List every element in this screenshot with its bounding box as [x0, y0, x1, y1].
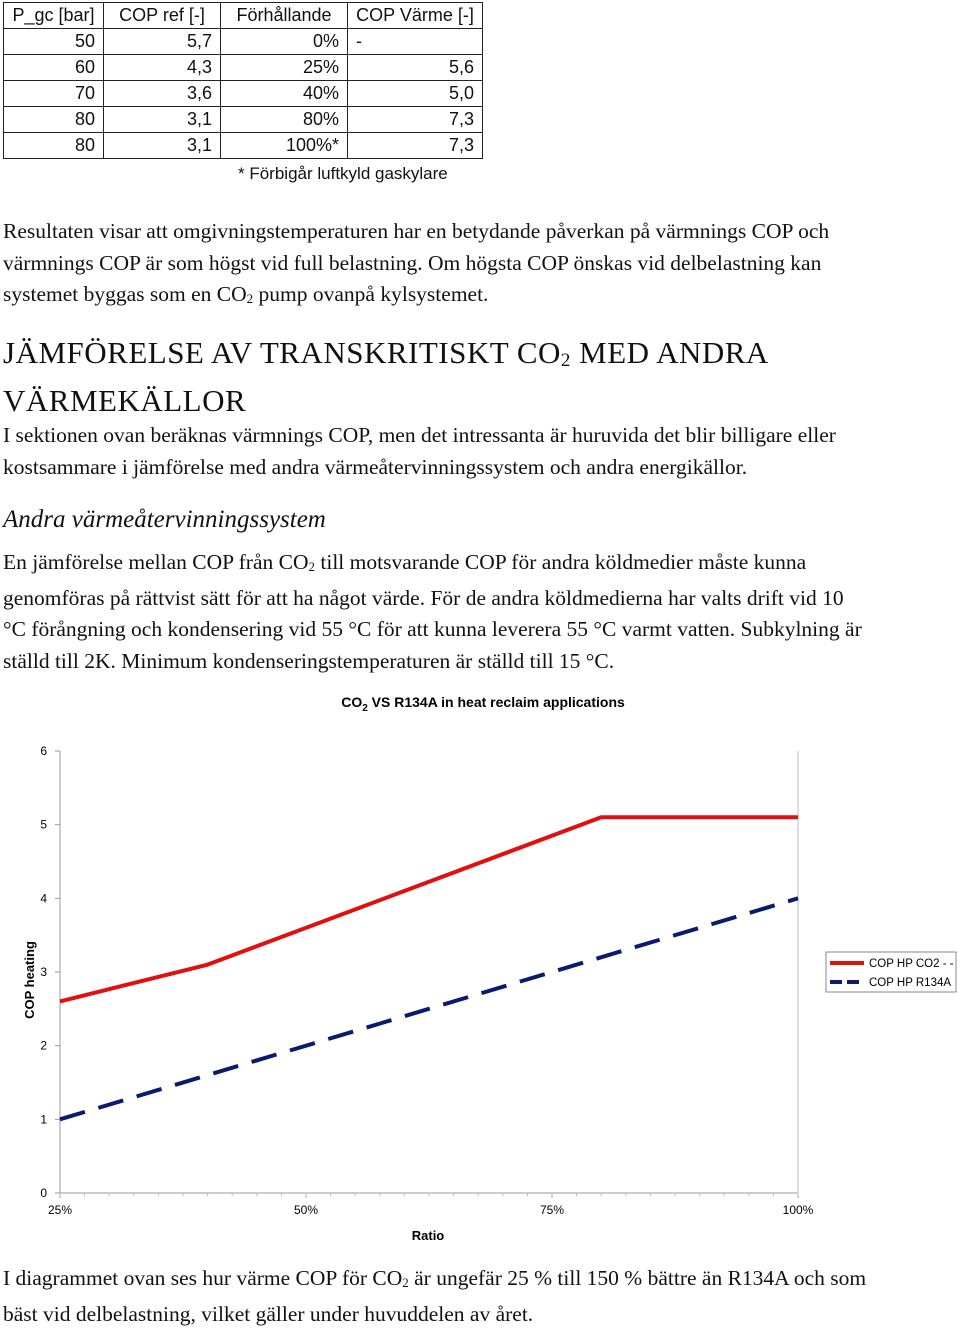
table-cell: 7,3: [348, 107, 483, 133]
paragraph-intro: [3, 420, 953, 483]
y-axis-label: COP heating: [22, 941, 37, 1019]
table-cell: 5,6: [348, 55, 483, 81]
table-row: [4, 133, 483, 159]
table-cell: 100%*: [221, 133, 348, 159]
table-cell: 25%: [221, 55, 348, 81]
text-line: I diagrammet ovan ses hur värme COP för CO: [3, 1266, 403, 1290]
subscript: 2: [308, 559, 316, 574]
paragraph-results: [3, 216, 953, 315]
subscript: 2: [560, 350, 571, 371]
text-line: °C förångning och kondensering vid 55 °C för att kunna leverera 55 °C varmt vatten. Subkylning är: [3, 617, 862, 641]
x-tick-label: 75%: [539, 1203, 565, 1217]
text-line: I sektionen ovan beräknas värmnings COP, men det intressanta är huruvida det blir billigare eller: [3, 423, 836, 447]
text-line: En jämförelse mellan COP från CO: [3, 550, 309, 574]
y-tick-label: 0: [40, 1186, 47, 1200]
text-line: till motsvarande COP för andra köldmedier måste kunna: [315, 550, 807, 574]
x-tick-label: 50%: [293, 1203, 319, 1217]
table-cell: 80: [4, 107, 104, 133]
text-line: ställd till 2K. Minimum kondenseringstemperaturen är ställd till 15 °C.: [3, 648, 615, 673]
subscript: 2: [402, 1275, 409, 1290]
text-line: Resultaten visar att omgivningstemperaturen har en betydande påverkan på värmnings COP och: [3, 219, 830, 243]
y-tick-label: 3: [40, 965, 47, 979]
cop-table: [3, 2, 483, 159]
x-tick-label: 100%: [782, 1203, 814, 1217]
legend-label: COP HP R134A: [869, 977, 952, 989]
table-cell: 7,3: [348, 133, 483, 159]
table-header: Förhållande: [221, 3, 348, 29]
y-tick-label: 6: [40, 744, 47, 758]
table-row: [4, 29, 483, 55]
heading-text: VÄRMEKÄLLOR: [3, 383, 247, 418]
table-cell: 80: [4, 133, 104, 159]
table-header-row: [4, 3, 483, 29]
table-cell: 60: [4, 55, 104, 81]
table-cell: 70: [4, 81, 104, 107]
text-line: bäst vid delbelastning, vilket gäller under huvuddelen av året.: [3, 1301, 534, 1326]
text-line: är ungefär 25 % till 150 % bättre än R134A och som: [408, 1266, 867, 1290]
table-cell: 50: [4, 29, 104, 55]
cop-chart: [0, 680, 960, 1250]
heading-text: JÄMFÖRELSE AV TRANSKRITISKT CO: [3, 335, 561, 370]
table-header: COP Värme [-]: [348, 3, 483, 29]
series-line: [60, 898, 798, 1119]
table-cell: 0%: [221, 29, 348, 55]
paragraph-comparison: [3, 547, 953, 677]
table-row: [4, 81, 483, 107]
x-tick-label: 25%: [47, 1203, 73, 1217]
subsection-heading: Andra värmeåtervinningssystem: [3, 506, 326, 533]
text-line: systemet byggas som en CO: [3, 282, 247, 306]
table-cell: 3,1: [104, 107, 221, 133]
table-footnote: * Förbigår luftkyld gaskylare: [238, 164, 448, 183]
chart-title: $CO_2$ VS R134A in heat reclaim applications: [341, 694, 625, 714]
text-line: genomföras på rättvist sätt för att ha något värde. För de andra köldmedierna har valts drift vid 10: [3, 585, 844, 610]
heading-text: MED ANDRA: [570, 335, 769, 370]
paragraph-conclusion: [3, 1263, 953, 1330]
subscript: 2: [246, 291, 254, 306]
y-tick-label: 1: [40, 1112, 47, 1127]
y-tick-label: 5: [40, 817, 47, 832]
table-cell: 5,7: [104, 29, 221, 55]
table-header: COP ref [-]: [104, 3, 221, 29]
series-line: [60, 817, 798, 1001]
table-row: [4, 107, 483, 133]
chart-series: [60, 817, 798, 1119]
table-cell: 5,0: [348, 81, 483, 107]
chart-legend: [826, 952, 956, 992]
legend-label: COP HP CO2 - -: [869, 958, 954, 970]
y-tick-label: 4: [40, 891, 47, 906]
table-header: P_gc [bar]: [4, 3, 104, 29]
y-tick-label: 2: [40, 1038, 47, 1053]
table-cell: 80%: [221, 107, 348, 133]
table-cell: 4,3: [104, 55, 221, 81]
table-cell: 3,6: [104, 81, 221, 107]
section-heading: [3, 333, 953, 421]
x-axis-label: Ratio: [411, 1228, 445, 1243]
table-row: [4, 55, 483, 81]
text-line: pump ovanpå kylsystemet.: [253, 282, 489, 306]
text-line: värmnings COP är som högst vid full belastning. Om högsta COP önskas vid delbelastning kan: [3, 250, 822, 275]
table-cell: 40%: [221, 81, 348, 107]
table-cell: 3,1: [104, 133, 221, 159]
table-cell: -: [348, 29, 483, 55]
text-line: kostsammare i jämförelse med andra värmeåtervinningssystem och andra energikällor.: [3, 454, 748, 479]
chart-axes: [40, 744, 813, 1217]
